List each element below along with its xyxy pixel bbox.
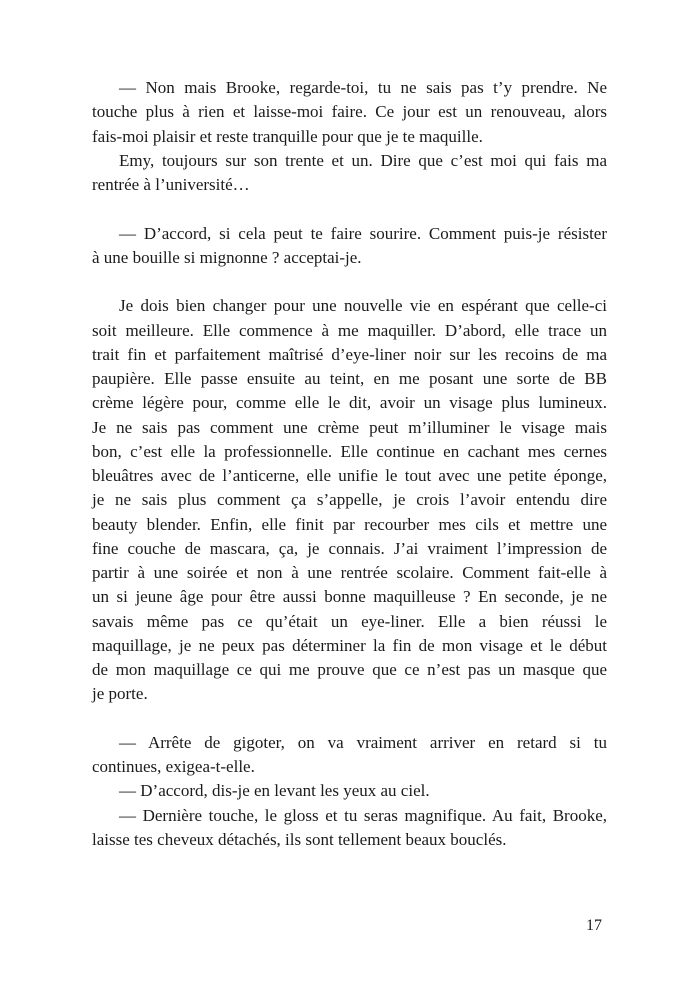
text-line: paupière. Elle passe ensuite au teint, en me posant une sorte de BB xyxy=(92,369,607,388)
text-block xyxy=(92,76,607,852)
text-line: — Non mais Brooke, regarde-toi, tu ne sais pas t’y prendre. Ne xyxy=(119,78,607,97)
text-line: un si jeune âge pour être aussi bonne maquilleuse ? En seconde, je ne xyxy=(92,587,607,607)
text-line: trait fin et parfaitement maîtrisé d’eye-liner noir sur les recoins de ma xyxy=(92,344,607,364)
text-line: Emy, toujours sur son trente et un. Dire que c’est moi qui fais ma xyxy=(119,150,607,170)
text-line: de mon maquillage ce qui me prouve que ce n’est pas un masque que xyxy=(92,660,607,679)
paragraph xyxy=(92,149,607,198)
text-line: Je ne sais pas comment une crème peut m’illuminer le visage mais xyxy=(92,417,607,437)
text-line: fine couche de mascara, ça, je connais. J’ai vraiment l’impression de xyxy=(92,538,607,558)
paragraph xyxy=(92,294,607,706)
paragraph xyxy=(92,804,607,853)
paragraph xyxy=(92,76,607,149)
text-line: continues, exigea-t-elle. xyxy=(92,757,255,776)
text-line: maquillage, je ne peux pas déterminer la fin de mon visage et le début xyxy=(92,635,607,655)
page-number: 17 xyxy=(586,917,602,934)
paragraph xyxy=(92,731,607,780)
text-line: laisse tes cheveux détachés, ils sont tellement beaux bouclés. xyxy=(92,829,507,849)
text-line: — Dernière touche, le gloss et tu seras magnifique. Au fait, Brooke, xyxy=(119,805,607,825)
paragraph xyxy=(92,222,607,271)
text-line: bleuâtres avec de l’anticerne, elle unifie le tout avec une petite éponge, xyxy=(92,466,607,485)
text-line: — Arrête de gigoter, on va vraiment arriver en retard si tu xyxy=(119,732,607,752)
text-line: je porte. xyxy=(92,684,148,704)
text-line: rentrée à l’université… xyxy=(92,175,250,194)
text-line: Je dois bien changer pour une nouvelle vie en espérant que celle-ci xyxy=(119,296,607,316)
text-line: crème légère pour, comme elle le dit, avoir un visage plus lumineux. xyxy=(92,393,607,413)
text-line: bon, c’est elle la professionnelle. Elle continue en cachant mes cernes xyxy=(92,441,607,461)
text-line: beauty blender. Enfin, elle finit par recourber mes cils et mettre une xyxy=(92,514,607,534)
text-line: — D’accord, si cela peut te faire sourire. Comment puis-je résister xyxy=(119,223,607,243)
text-line: — D’accord, dis-je en levant les yeux au ciel. xyxy=(119,781,430,801)
paragraph xyxy=(92,779,607,803)
text-line: soit meilleure. Elle commence à me maquiller. D’abord, elle trace un xyxy=(92,320,607,340)
text-line: à une bouille si mignonne ? acceptai-je. xyxy=(92,247,362,267)
text-line: savais même pas ce qu’était un eye-liner. Elle a bien réussi le xyxy=(92,611,607,631)
text-line: fais-moi plaisir et reste tranquille pour que je te maquille. xyxy=(92,126,483,146)
text-line: je ne sais plus comment ça s’appelle, je crois l’avoir entendu dire xyxy=(92,490,607,510)
text-line: touche plus à rien et laisse-moi faire. Ce jour est un renouveau, alors xyxy=(92,102,607,122)
text-line: partir à une soirée et non à une rentrée scolaire. Comment fait-elle à xyxy=(92,563,607,582)
